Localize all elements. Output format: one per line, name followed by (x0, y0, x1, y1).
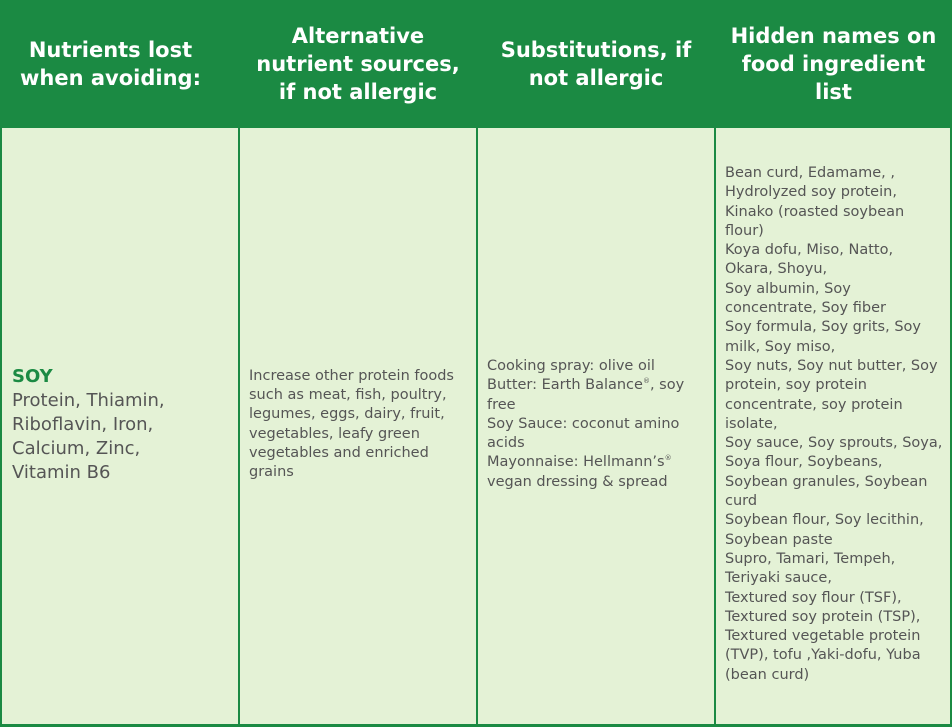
hidden-names-line: Soy albumin, Soy concentrate, Soy fiber (725, 280, 886, 317)
hidden-names-line: Supro, Tamari, Tempeh, Teriyaki sauce, (725, 550, 896, 587)
substitution-mayonnaise-text: Mayonnaise: Hellmann’s (487, 454, 665, 471)
header-substitutions-text: Substitutions, if not allergic (500, 37, 692, 90)
hidden-names-line: Bean curd, Edamame, , Hydrolyzed soy protein, Kinako (roasted soybean flour) (725, 164, 905, 239)
nutrients-lost-list: Protein, Thiamin, Riboflavin, Iron, Calcium, Zinc, Vitamin B6 (12, 389, 165, 483)
registered-mark: ® (642, 377, 650, 386)
substitution-cooking-spray: Cooking spray: olive oil (487, 357, 655, 374)
substitution-soy-sauce: Soy Sauce: coconut amino acids (487, 415, 680, 452)
hidden-names-line: Soybean flour, Soy lecithin, Soybean paste (725, 512, 924, 548)
substitution-butter-text: Butter: Earth Balance (487, 377, 643, 394)
hidden-names-list (725, 164, 944, 685)
cell-hidden-names (717, 128, 950, 721)
header-nutrients-lost (0, 0, 239, 127)
hidden-names-line: Soy formula, Soy grits, Soy milk, Soy miso, (725, 319, 921, 355)
cell-substitutions (479, 128, 715, 721)
header-nutrients-lost-text: Nutrients lost when avoiding: (20, 37, 201, 90)
cell-alternatives (241, 128, 477, 721)
alternative-sources-text: Increase other protein foods such as meat, fish, poultry, legumes, eggs, dairy, fruit, vegetables, leafy green vegetables and enriched grains (249, 367, 454, 481)
hidden-names-line: Soy sauce, Soy sprouts, Soya, Soya flour, Soybeans, Soybean granules, Soybean curd (725, 435, 943, 510)
hidden-names-line: Soy nuts, Soy nut butter, Soy protein, soy protein concentrate, soy protein isolate, (725, 357, 938, 432)
substitution-butter-note: , soy free (487, 377, 685, 413)
hidden-names-line: Koya dofu, Miso, Natto, Okara, Shoyu, (725, 242, 894, 278)
substitution-mayonnaise-note: vegan dressing & spread (487, 473, 668, 490)
header-hidden-names (715, 0, 952, 127)
header-alternative-sources-text: Alternative nutrient sources, if not allergic (256, 23, 460, 104)
table-header (0, 0, 952, 127)
cell-nutrients (2, 128, 239, 721)
header-substitutions (477, 0, 715, 127)
substitution-butter (487, 376, 709, 415)
allergen-name: SOY (12, 365, 53, 387)
header-hidden-names-text: Hidden names on food ingredient list (730, 23, 937, 104)
substitutions-list (487, 357, 709, 492)
registered-mark: ® (664, 454, 672, 463)
header-alternative-sources (239, 0, 477, 127)
hidden-names-line: Textured soy flour (TSF), Textured soy protein (TSP), Textured vegetable protein (TVP), tofu ,Yaki-dofu, Yuba (bean curd) (725, 589, 921, 683)
substitution-mayonnaise (487, 453, 709, 492)
